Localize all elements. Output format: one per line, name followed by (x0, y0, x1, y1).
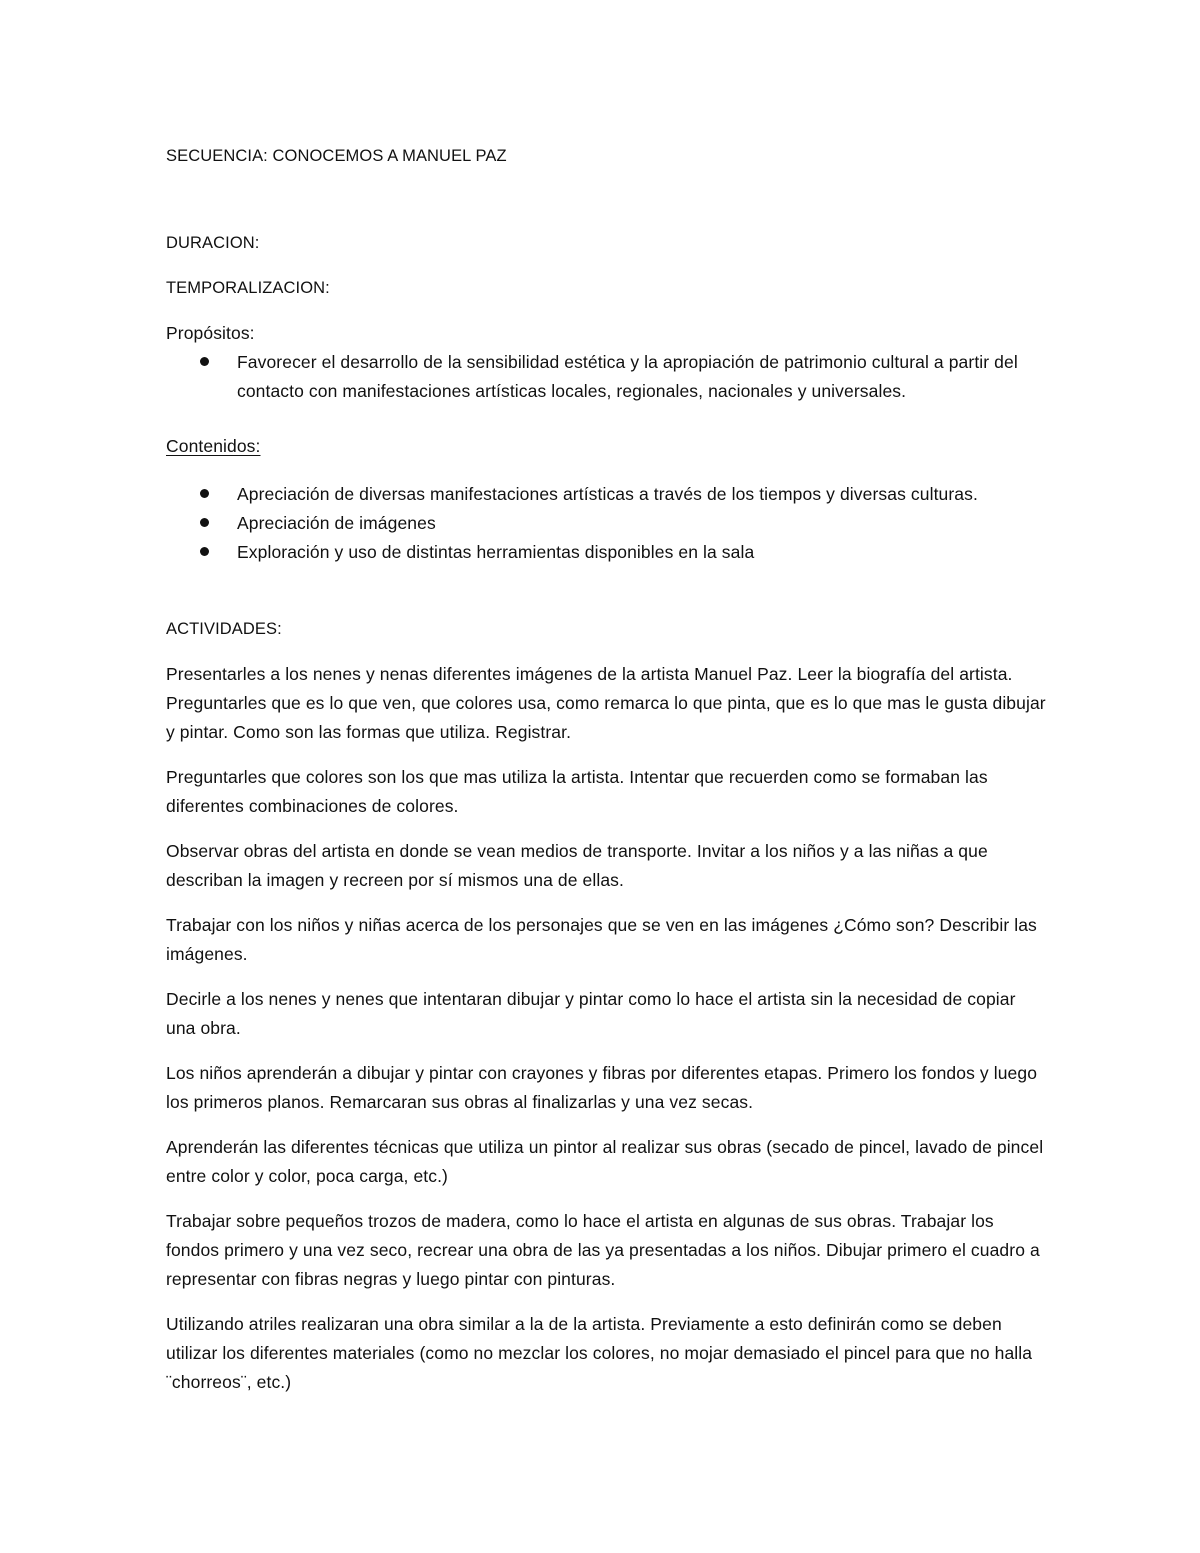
actividad-paragraph: Presentarles a los nenes y nenas diferentes imágenes de la artista Manuel Paz. Leer la biografía del artista. Preguntarles que es lo que ven, que colores usa, como remarca lo que pinta, que es lo que mas le gusta dibujar y pintar. Como son las formas que utiliza. Registrar. (166, 664, 1046, 742)
list-item (166, 480, 1046, 509)
propositos-list (166, 348, 1046, 406)
spacer (166, 171, 1046, 229)
contenidos-list (166, 480, 1046, 567)
actividad-paragraph: Trabajar sobre pequeños trozos de madera, como lo hace el artista en algunas de sus obras. Trabajar los fondos primero y una vez seco, recrear una obra de las ya presentadas a los niños. Dibujar primero el cuadro a representar con fibras negras y luego pintar con pinturas. (166, 1211, 1040, 1289)
actividad-paragraph: Aprenderán las diferentes técnicas que utiliza un pintor al realizar sus obras (secado de pincel, lavado de pincel entre color y color, poca carga, etc.) (166, 1137, 1044, 1186)
list-item-text: Apreciación de diversas manifestaciones artísticas a través de los tiempos y diversas culturas. (237, 484, 978, 504)
spacer (166, 895, 1046, 911)
bullet-icon (200, 489, 209, 498)
list-item (166, 348, 1046, 406)
spacer (166, 747, 1046, 763)
spacer (166, 1043, 1046, 1059)
spacer (166, 1117, 1046, 1133)
spacer (166, 644, 1046, 660)
spacer (166, 1191, 1046, 1207)
document-body (166, 142, 1046, 1397)
contenidos-label: Contenidos: (166, 436, 261, 456)
spacer (166, 821, 1046, 837)
document-title: SECUENCIA: CONOCEMOS A MANUEL PAZ (166, 147, 507, 165)
temporalizacion-label: TEMPORALIZACION: (166, 279, 330, 297)
spacer (166, 303, 1046, 319)
spacer (166, 969, 1046, 985)
actividad-paragraph: Utilizando atriles realizaran una obra similar a la de la artista. Previamente a esto definirán como se deben utilizar los diferentes materiales (como no mezclar los colores, no mojar demasiado el pincel para que no halla ¨chorreos¨, etc.) (166, 1314, 1033, 1392)
actividad-paragraph: Los niños aprenderán a dibujar y pintar con crayones y fibras por diferentes etapas. Primero los fondos y luego los primeros planos. Remarcaran sus obras al finalizarlas y una vez secas. (166, 1063, 1038, 1112)
spacer (166, 258, 1046, 274)
spacer (166, 406, 1046, 432)
spacer (166, 461, 1046, 480)
bullet-icon (200, 357, 209, 366)
duracion-label: DURACION: (166, 234, 260, 252)
list-item-text: Apreciación de imágenes (237, 513, 436, 533)
bullet-icon (200, 518, 209, 527)
list-item-text: Exploración y uso de distintas herramientas disponibles en la sala (237, 542, 755, 562)
actividad-paragraph: Trabajar con los niños y niñas acerca de los personajes que se ven en las imágenes ¿Cómo son? Describir las imágenes. (166, 915, 1037, 964)
list-item (166, 538, 1046, 567)
spacer (166, 567, 1046, 615)
spacer (166, 1294, 1046, 1310)
actividad-paragraph: Decirle a los nenes y nenes que intentaran dibujar y pintar como lo hace el artista sin la necesidad de copiar una obra. (166, 989, 1016, 1038)
bullet-icon (200, 547, 209, 556)
list-item-text: Favorecer el desarrollo de la sensibilidad estética y la apropiación de patrimonio cultural a partir del contacto con manifestaciones artísticas locales, regionales, nacionales y universales. (237, 352, 1018, 401)
propositos-label: Propósitos: (166, 323, 255, 343)
actividad-paragraph: Preguntarles que colores son los que mas utiliza la artista. Intentar que recuerden como se formaban las diferentes combinaciones de colores. (166, 767, 988, 816)
actividad-paragraph: Observar obras del artista en donde se vean medios de transporte. Invitar a los niños y a las niñas a que describan la imagen y recreen por sí mismos una de ellas. (166, 841, 988, 890)
actividades-label: ACTIVIDADES: (166, 620, 282, 638)
list-item (166, 509, 1046, 538)
